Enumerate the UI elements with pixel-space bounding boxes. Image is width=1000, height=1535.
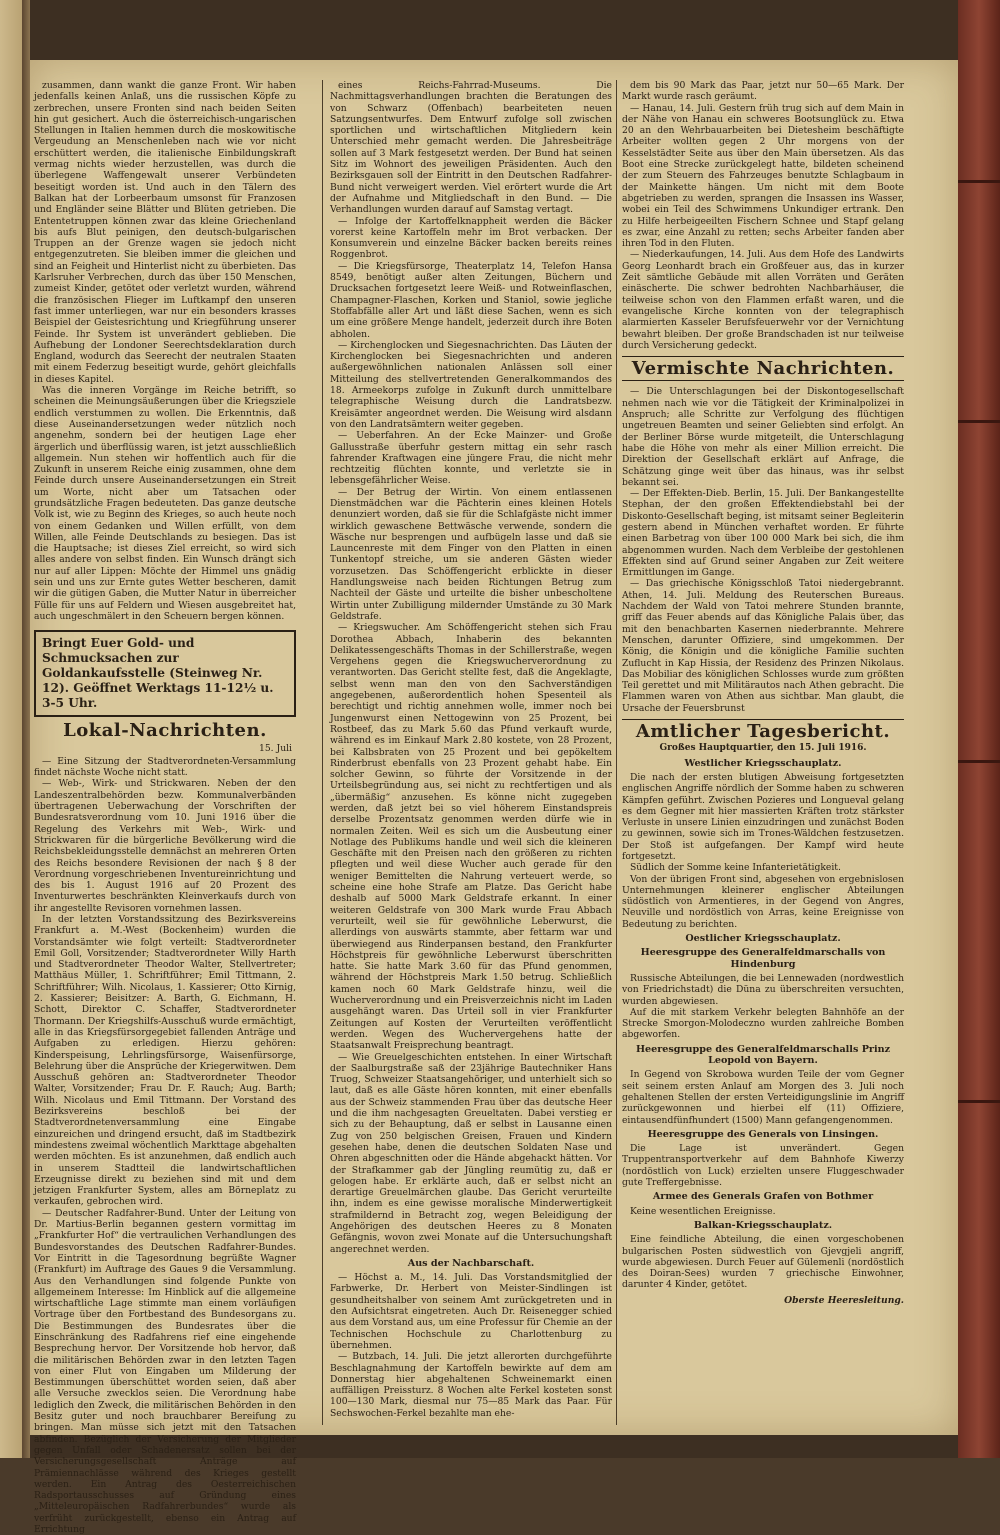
news-item: — Die Kriegsfürsorge, Theaterplatz 14, Telefon Hansa 8549, benötigt außer alten Zeitungen, Büchern und Drucksachen fortgesetzt leere Weiß- und Rotweinflaschen, Champagner-Flaschen, Korken und Staniol, sowie jegliche Stoffabfälle aller Art und läßt diese Sachen, wenn es sich um eine größere Menge handelt, jederzeit durch ihre Boten abholen.: [330, 260, 612, 340]
report-paragraph: Russische Abteilungen, die bei Lennewaden (nordwestlich von Friedrichstadt) die Düna zu überschreiten versuchten, wurden abgewiesen.: [622, 972, 904, 1007]
section-title-tagesbericht: Amtlicher Tagesbericht.: [635, 721, 891, 743]
report-paragraph: In Gegend von Skrobowa wurden Teile der vom Gegner seit seinem ersten Anlauf am Morgen des 3. Juli noch gehaltenen Stellen der ersten Verteidigungslinie im Angriff zurückgewonnen und hierbei elf (11) Offiziere, eintausendfünfhundert (1500) Mann gefangengenommen.: [622, 1069, 904, 1126]
subheading: Heeresgruppe des Generalfeldmarschalls von Hindenburg: [640, 947, 886, 970]
section-title-nachbarschaft: Aus der Nachbarschaft.: [407, 1257, 535, 1269]
section-title-lokal: Lokal-Nachrichten.: [63, 720, 267, 742]
section-title-vermischte: Vermischte Nachrichten.: [631, 358, 895, 380]
previous-page-edge: [0, 0, 22, 1458]
news-item: — Niederkaufungen, 14. Juli. Aus dem Hofe des Landwirts Georg Leonhardt brach ein Großfeuer aus, das in kurzer Zeit sämtliche Gebäude mit allen Vorräten und Geräten einäscherte. Die schwer bedrohten Nachbarhäuser, die teilweise schon von den Flammen erfaßt waren, und die evangelische Kirche konnten von der telegraphisch alarmierten Kasseler Berufsfeuerwehr vor der Vernichtung bewahrt bleiben. Der große Brandschaden ist nur teilweise durch Versicherung gedeckt.: [622, 249, 904, 351]
column-rule: [322, 80, 323, 1425]
news-item: In der letzten Vorstandssitzung des Bezirksvereins Frankfurt a. M.-West (Bockenheim) wurden die Vorstandsämter wie folgt verteilt: Stadtverordneter Emil Goll, Vorsitzender; Stadtverordneter Willy Harth und Stadtverordneter Theodor Walter, Stellvertreter; Matthäus Müller, 1. Schriftführer; Emil Tittmann, 2. Schriftführer; Wilh. Nicolaus, 1. Kassierer; Otto Kirnig, 2. Kassierer; Beisitzer: A. Barth, G. Eichmann, H. Schott, Direktor C. Schaffer, Stadtverordneter Thormann. Der Kriegshilfs-Ausschuß wurde ermächtigt, alle in das Kriegsfürsorgegebiet fallenden Anträge und Aufgaben zu erledigen. Hierzu gehören: Kinderspeisung, Lehrlingsfürsorge, Waisenfürsorge, Belehrung über die Ansprüche der Kriegerwitwen. Dem Ausschuß gehören an: Stadtverordneter Theodor Walter, Vorsitzender; Frau Dr. F. Rauch; Aug. Barth; Wilh. Nicolaus und Emil Tittmann. Der Vorstand des Bezirksvereins beschloß bei der Stadtverordnetenversammlung eine Eingabe einzureichen und dringend ersucht, daß im Stadtbezirk mindestens zweimal wöchentlich Markttage abgehalten werden möchten. Es ist anzunehmen, daß endlich auch in unserem Stadtteil die landwirtschaftlichen Erzeugnisse direkt zu beziehen sind mit und dem jetzigen Frankfurter System, alles am Börneplatz zu verkaufen, gebrochen wird.: [34, 914, 296, 1208]
news-item: — Hanau, 14. Juli. Gestern früh trug sich auf dem Main in der Nähe von Hanau ein schweres Bootsunglück zu. Etwa 20 an den Wehrbauarbeiten bei Dietesheim beschäftigte Arbeiter wollten gegen 2 Uhr morgens von der Kesselstädter Seite aus über den Main übersetzen. Als das Boot eine Strecke zurückgelegt hatte, bildeten scheinend der zum Steuern des Fahrzeuges benutzte Schlagbaum in der Mainkette hängen. Um nicht mit dem Boote abgetrieben zu werden, sprangen die Insassen ins Wasser, wobei ein Teil des Schwimmens Unkundiger ertrank. Den zu Hilfe herbeigeeilten Fischern Schnee und Stapf gelang es zwar, eine Anzahl zu retten; sechs Arbeiter fanden aber ihren Tod in den Fluten.: [622, 102, 904, 250]
report-paragraph: Von der übrigen Front sind, abgesehen von ergebnislosen Unternehmungen kleinerer englischer Abteilungen südöstlich von Armentieres, in der Gegend von Angres, Neuville und nordöstlich von Arras, keine Ereignisse von Bedeutung zu berichten.: [622, 873, 904, 930]
divider: [622, 719, 904, 720]
divider: [622, 356, 904, 357]
news-item: — Eine Sitzung der Stadtverordneten-Versammlung findet nächste Woche nicht statt.: [34, 755, 296, 779]
news-item: eines Reichs-Fahrrad-Museums. Die Nachmittagsverhandlungen brachten die Beratungen des von Schwarz (Offenbach) bearbeiteten neuen Satzungsentwurfes. Dem Entwurf zufolge soll zwischen sportlichen und wirtschaftlichen Mitgliedern kein Unterschied mehr gemacht werden. Die Jahresbeiträge sollen auf 3 Mark festgesetzt werden. Der Bund hat seinen Sitz im Wohnort des jeweiligen Präsidenten. Auch den Bezirksgauen soll der Eintritt in den Deutschen Radfahrer-Bund nicht verweigert werden. Viel erörtert wurde die Art der Aufnahme und Mitgliedschaft in den Bund. — Die Verhandlungen wurden darauf auf Samstag vertagt.: [330, 80, 612, 216]
news-item: — Wie Greuelgeschichten entstehen. In einer Wirtschaft der Saalburgstraße saß der 23jährige Bautechniker Hans Truog, Schweizer Staatsangehöriger, und unterhielt sich so laut, daß es alle Gäste hören konnten, mit einer ebenfalls aus der Schweiz stammenden Frau über das deutsche Heer und die ihm nachgesagten Greueltaten. Dabei verstieg er sich zu der Behauptung, daß er selbst in Lausanne einen Zug von 250 belgischen Greisen, Frauen und Kindern gesehen habe, denen die deutschen Soldaten Nase und Ohren abgeschnitten oder die Hände abgehackt hätten. Vor der Strafkammer gab der Jüngling reumütig zu, daß er gelogen habe. Er erklärte auch, daß er selbst nicht an derartige Greuelmärchen glaube. Das Gericht verurteilte ihn, indem es eine gewisse moralische Minderwertigkeit strafmildernd in Betracht zog, wegen Beleidigung der Angehörigen des deutschen Heeres zu 8 Monaten Gefängnis, wovon zwei Monate auf die Untersuchungshaft angerechnet werden.: [330, 1051, 612, 1255]
divider: [622, 380, 904, 381]
news-item: — Infolge der Kartoffelknappheit werden die Bäcker vorerst keine Kartoffeln mehr im Brot verbacken. Der Konsumverein und einzelne Bäcker backen bereits reines Roggenbrot.: [330, 215, 612, 261]
report-paragraph: Südlich der Somme keine Infanterietätigkeit.: [630, 862, 841, 874]
column-3: [622, 80, 904, 1306]
news-item: — Die Unterschlagungen bei der Diskontogesellschaft nehmen nach wie vor die Tätigkeit der Kriminalpolizei in Anspruch; alle Schritte zur Verfolgung des flüchtigen ungetreuen Beamten und seiner Geliebten sind erfolgt. An der Berliner Börse wurde mitgeteilt, die Unterschlagung habe die Höhe von mehr als einer Million erreicht. Die Direktion der Gesellschaft erklärt auf Anfrage, die Schätzung ginge weit über das hinaus, was ihr selbst bekannt sei.: [622, 386, 904, 488]
subheading: Westlicher Kriegsschauplatz.: [684, 757, 842, 769]
news-item: — Ueberfahren. An der Ecke Mainzer- und Große Gallusstraße überfuhr gestern mittag ein sehr rasch fahrender Kraftwagen eine jüngere Frau, die nicht mehr rechtzeitig flüchten konnte, und verletzte sie in lebensgefährlicher Weise.: [330, 430, 612, 487]
report-paragraph: Keine wesentlichen Ereignisse.: [630, 1205, 776, 1217]
news-item: — Kriegswucher. Am Schöffengericht stehen sich Frau Dorothea Abbach, Inhaberin des bekannten Delikatessengeschäfts Thomas in der Schillerstraße, wegen Vergehens gegen die Kriegswucherverordnung zu verantworten. Das Gericht stellte fest, daß die Angeklagte, selbst wenn man den von den Sachverständigen angegebenen, außerordentlich hohen Spesenteil als berechtigt und richtig annehmen wolle, immer noch bei Jungenwurst einen Nettogewinn von 25 Prozent, bei Rostbeef, das zu Mark 5.60 das Pfund verkauft wurde, während es im Einkauf Mark 2.80 kostete, von 28 Prozent, bei Kalbsbraten von 25 Prozent und bei gepökeltem Rinderbrust ebenfalls von 23 Prozent gehabt habe. Ein solcher Gewinn, so führte der Vorsitzende in der Urteilsbegründung aus, sei nicht zu rechtfertigen und als „übermäßig“ anzusehen. Es könne nicht zugegeben werden, daß jetzt bei so viel höherem Einstandspreis derselbe Prozentsatz genommen werden dürfe wie in normalen Zeiten. Weil es sich um die Ausbeutung einer Notlage des Publikums handle und weil sich die kleineren Geschäfte mit den Preisen nach den größeren zu richten pflegten und weil diese Wucher auch gerade für den weniger Bemittelten die Nahrung verteuert werde, so scheine eine hohe Strafe am Platze. Das Gericht habe deshalb auf 5000 Mark Geldstrafe erkannt. In einer weiteren Geldstrafe von 300 Mark wurde Frau Abbach verurteilt, weil sie für gewöhnliche Leberwurst, die allerdings von auswärts stammte, aber fettarm war und überwiegend aus Rinderpansen bestand, den Frankfurter Höchstpreis für gewöhnliche Leberwurst überschritten hatte. Sie hatte Mark 3.60 für das Pfund genommen, während der Höchstpreis Mark 1.50 betrug. Schließlich kamen noch 60 Mark Geldstrafe hinzu, weil die Wucherverordnung und ein Preisverzeichnis nicht im Laden ausgehängt waren. Das Urteil soll in vier Frankfurter Zeitungen auf Kosten der Verurteilten veröffentlicht werden. Wegen des Wuchervergehens hatte der Staatsanwalt Freisprechung beantragt.: [330, 622, 612, 1052]
subheading: Armee des Generals Grafen von Bothmer: [652, 1191, 874, 1203]
news-item: — Kirchenglocken und Siegesnachrichten. Das Läuten der Kirchenglocken bei Siegesnachrichten und anderen außergewöhnlichen nationalen Anlässen soll einer Mitteilung des stellvertretenden Generalkommandos des 18. Armeekorps zufolge in Zukunft durch unmittelbare telegraphische Weisung durch die Landratsbezw. Kreisämter angeordnet werden. Die Weisung wird alsdann von den Landratsämtern weiter gegeben.: [330, 339, 612, 430]
subheading: Oestlicher Kriegsschauplatz.: [685, 933, 841, 945]
article-paragraph: zusammen, dann wankt die ganze Front. Wir haben jedenfalls keinen Anlaß, uns die russischen Köpfe zu zerbrechen, unsere Fronten sind nach beiden Seiten hin gut gesichert. Auch die österreichisch-ungarischen Stellungen in Italien hemmen durch die moskowitische Vergeudung an Menschenleben nach wie vor nicht erschüttert werden, die italienische Einbildungskraft vermag nichts wieder herzustellen, was durch die überlegene Waffengewalt unserer Verbündeten beseitigt worden ist. Und auch in den Tälern des Balkan hat der Lorbeerbaum umsonst für Franzosen und Engländer seine Blätter und Blüten getrieben. Die Ententetruppen können zwar das kleine Griechenland bis aufs Blut peinigen, den deutsch-bulgarischen Truppen an der Grenze wagen sie jedoch nicht entgegenzutreten. Sie bleiben immer die gleichen und sind an Feigheit und Hinterlist nicht zu überbieten. Das Karlsruher Verbrechen, durch das über 150 Menschen, zumeist Kinder, getötet oder verletzt wurden, während die französischen Flieger im Luftkampf den unseren fast immer unterliegen, war nur ein besonders krasses Beispiel der Geistesrichtung und Kriegführung unserer Feinde. Ihr System ist unverändert geblieben. Die Aufhebung der Londoner Seerechtsdeklaration durch England, wodurch das Seerecht der neutralen Staaten mit einem Federzug beseitigt wurde, gehört gleichfalls in dieses Kapitel.: [34, 80, 296, 385]
news-item: — Der Effekten-Dieb. Berlin, 15. Juli. Der Bankangestellte Stephan, der den großen Effektendiebstahl bei der Diskonto-Gesellschaft beging, ist mitsamt seiner Begleiterin gestern abend in München verhaftet worden. Er führte einen Barbetrag von über 100 000 Mark bei sich, die ihm abgenommen wurden. Nach dem Verbleibe der gestohlenen Effekten sind auf Grund seiner Angaben zur Zeit weitere Ermittlungen im Gange.: [622, 488, 904, 579]
column-rule: [616, 80, 617, 1425]
news-item: — Butzbach, 14. Juli. Die jetzt allerorten durchgeführte Beschlagnahmung der Kartoffeln bewirkte auf dem am Donnerstag hier abgehaltenen Schweinemarkt einen auffälligen Preissturz. 8 Wochen alte Ferkel kosteten sonst 100—130 Mark, diesmal nur 75—85 Mark das Paar. Für Sechswochen-Ferkel bezahlte man ehe-: [330, 1351, 612, 1419]
subheading: Balkan-Kriegsschauplatz.: [693, 1219, 833, 1231]
news-item: — Höchst a. M., 14. Juli. Das Vorstandsmitglied der Farbwerke, Dr. Herbert von Meister-Sindlingen ist gesundheitshalber von seinem Amt zurückgetreten und in den Aufsichtsrat eingetreten. Auch Dr. Reisenegger schied aus dem Vorstand aus, um eine Professur für Chemie an der Technischen Hochschule zu Charlottenburg zu übernehmen.: [330, 1272, 612, 1351]
report-paragraph: Eine feindliche Abteilung, die einen vorgeschobenen bulgarischen Posten südwestlich von Gjevgjeli angriff, wurde abgewiesen. Durch Feuer auf Gülemenli (nordöstlich des Doiran-Sees) wurden 7 griechische Einwohner, darunter 4 Kinder, getötet.: [622, 1234, 904, 1291]
news-item: dem bis 90 Mark das Paar, jetzt nur 50—65 Mark. Der Markt wurde rasch geräumt.: [622, 80, 904, 103]
news-item: — Deutscher Radfahrer-Bund. Unter der Leitung von Dr. Martius-Berlin begannen gestern vormittag im „Frankfurter Hof“ die vertraulichen Verhandlungen des Bundesvorstandes des Deutschen Radfahrer-Bundes. Vor Eintritt in die Tagesordnung begrüßte Wagner (Frankfurt) im Auftrage des Gaues 9 die Versammlung. Aus den Verhandlungen sind folgende Punkte von allgemeinem Interesse: Im Hinblick auf die allgemeine wirtschaftliche Lage stimmte man einem vorläufigen Vortrage über den Fortbestand des Bundesorgans zu. Die Bestimmungen des Bundesrates über die Einschränkung des Radfahrens rief eine eingehende Besprechung hervor. Der Vorsitzende hob hervor, daß die militärischen Behörden zwar in den letzten Tagen von einer Flut von Eingaben um Milderung der Bestimmungen überschüttet worden seien, daß aber alle Versuche zwecklos seien. Die Verordnung habe lediglich den Zweck, die militärischen Behörden in den Besitz guter und noch brauchbarer Bereifung zu bringen. Man müsse sich jetzt mit den Tatsachen abfinden. Bezüglich der Versicherung der Mitglieder gegen Unfall oder Schadenersatz sollen bei der Versicherungsgesellschaft Anträge auf Prämiennachlässe während des Krieges gestellt werden. Ein Antrag des Oesterreichischen Radsportausschusses auf Gründung eines „Mitteleuropäischen Radfahrerbundes“ wurde als verfrüht zurückgestellt, ebenso ein Antrag auf Errichtung: [34, 1207, 296, 1535]
subheading: Heeresgruppe des Generals von Linsingen.: [647, 1128, 879, 1140]
dateline: 15. Juli: [258, 742, 292, 754]
news-item: — Web-, Wirk- und Strickwaren. Neben der den Landeszentralbehörden bezw. Kommunalverbänden übertragenen Ueberwachung der Vorschriften der Bundesratsverordnung vom 10. Juni 1916 über die Regelung des Verkehrs mit Web-, Wirk- und Strickwaren für die bürgerliche Bevölkerung wird die Reichsbekleidungsstelle demnächst an mehreren Orten des Reichs besondere Revisionen der nach § 8 der Verordnung vorgeschriebenen Inventureinrichtung und des bis 1. August 1916 auf 20 Prozent des Inventurwertes beschränkten Kleinverkaufs durch von ihr angestellte Revisoren vornehmen lassen.: [34, 778, 296, 914]
gold-advertisement: Bringt Euer Gold- und Schmucksachen zur Goldankaufsstelle (Steinweg Nr. 12). Geöffnet Werktags 11-12½ u. 3-5 Uhr.: [34, 630, 296, 717]
column-1: [34, 80, 296, 1535]
report-paragraph: Die Lage ist unverändert. Gegen Truppentransportverkehr auf dem Bahnhofe Kiwerzy (nordöstlich von Luck) erzielten unsere Fluggeschwader gute Treffergebnisse.: [622, 1143, 904, 1189]
report-paragraph: Die nach der ersten blutigen Abweisung fortgesetzten englischen Angriffe nördlich der Somme haben zu schweren Kämpfen geführt. Zwischen Pozieres und Longueval gelang es dem Gegner mit hier massierten Kräften trotz stärkster Verluste in unsere Linien einzudringen und zunächst Boden zu gewinnen, sowie sich im Trones-Wäldchen festzusetzen. Der Stoß ist aufgefangen. Der Kampf wird heute fortgesetzt.: [622, 771, 904, 862]
newspaper-page: [30, 60, 958, 1535]
subheading: Heeresgruppe des Generalfeldmarschalls Prinz Leopold von Bayern.: [635, 1043, 891, 1067]
headquarters-dateline: Großes Hauptquartier, den 15. Juli 1916.: [659, 743, 867, 754]
news-item: — Der Betrug der Wirtin. Von einem entlassenen Dienstmädchen war die Pächterin eines kleinen Hotels denunziert worden, daß sie für die Schlafgäste nicht immer wirklich gewaschene Bettwäsche verwende, sondern die Wäsche nur besprengen und aufbügeln lasse und daß sie Launcenreste mit dem Finger von den Platten in einen Tunkentopf streiche, um sie anderen Gästen wieder vorzusetzen. Das Schöffengericht erblickte in dieser Handlungsweise nach beiden Richtungen Betrug zum Nachteil der Gäste und urteilte die bisher unbescholtene Wirtin unter Zubilligung mildernder Umstände zu 30 Mark Geldstrafe.: [330, 486, 612, 622]
news-item: — Das griechische Königsschloß Tatoi niedergebrannt. Athen, 14. Juli. Meldung des Reuterschen Bureaus. Nachdem der Wald von Tatoi mehrere Stunden brannte, griff das Feuer abends auf das Königliche Palais über, das mit den benachbarten Kasernen niederbrannte. Mehrere Menschen, darunter Offiziere, sind umgekommen. Der König, die Königin und die königliche Familie suchten Zuflucht in Kap Hissia, der Residenz des Prinzen Nikolaus. Das Mobiliar des königlichen Schlosses wurde zum größten Teil gerettet und mit Militärautos nach Athen gebracht. Die Flammen waren von Athen aus sichtbar. Man glaubt, die Ursache der Feuersbrunst: [622, 578, 904, 714]
article-paragraph: Was die inneren Vorgänge im Reiche betrifft, so scheinen die Meinungsäußerungen über die Kriegsziele endlich verstummen zu wollen. Die Erkenntnis, daß diese Auseinandersetzungen weder nützlich noch angenehm, sondern bei der heutigen Lage eher ärgerlich und überflüssig waren, ist jetzt ausschließlich allgemein. Nun stehen wir hoffentlich auch für die Zukunft in unserem Reiche einig zusammen, ohne dem Feinde durch unsere Auseinandersetzungen ein Streit um Worte, nicht aber um Tatsachen oder grundsätzliche Fragen bedeuteten. Das ganze deutsche Volk ist, wie zu Beginn des Krieges, so auch heute noch von einem Gedanken und Willen erfüllt, von dem Willen, alle Feinde Deutschlands zu besiegen. Das ist die Hauptsache; ist dieses Ziel erreicht, so wird sich alles andere von selbst finden. Ein Wunsch drängt sich nur auf aller Lippen: Möchte der Himmel uns gnädig sein und uns zur Ernte gutes Wetter bescheren, damit wir die gütigen Gaben, die Mutter Natur in überreicher Fülle für uns auf Feldern und Wiesen ausgebreitet hat, auch ungeschmälert in den Scheuern bergen können.: [34, 385, 296, 622]
signature: Oberste Heeresleitung.: [784, 1294, 904, 1306]
book-gutter: [22, 0, 30, 1458]
column-2: [330, 80, 612, 1419]
report-paragraph: Auf die mit starkem Verkehr belegten Bahnhöfe an der Strecke Smorgon-Molodeczno wurden zahlreiche Bomben abgeworfen.: [622, 1006, 904, 1041]
book-binding: [958, 0, 1000, 1458]
